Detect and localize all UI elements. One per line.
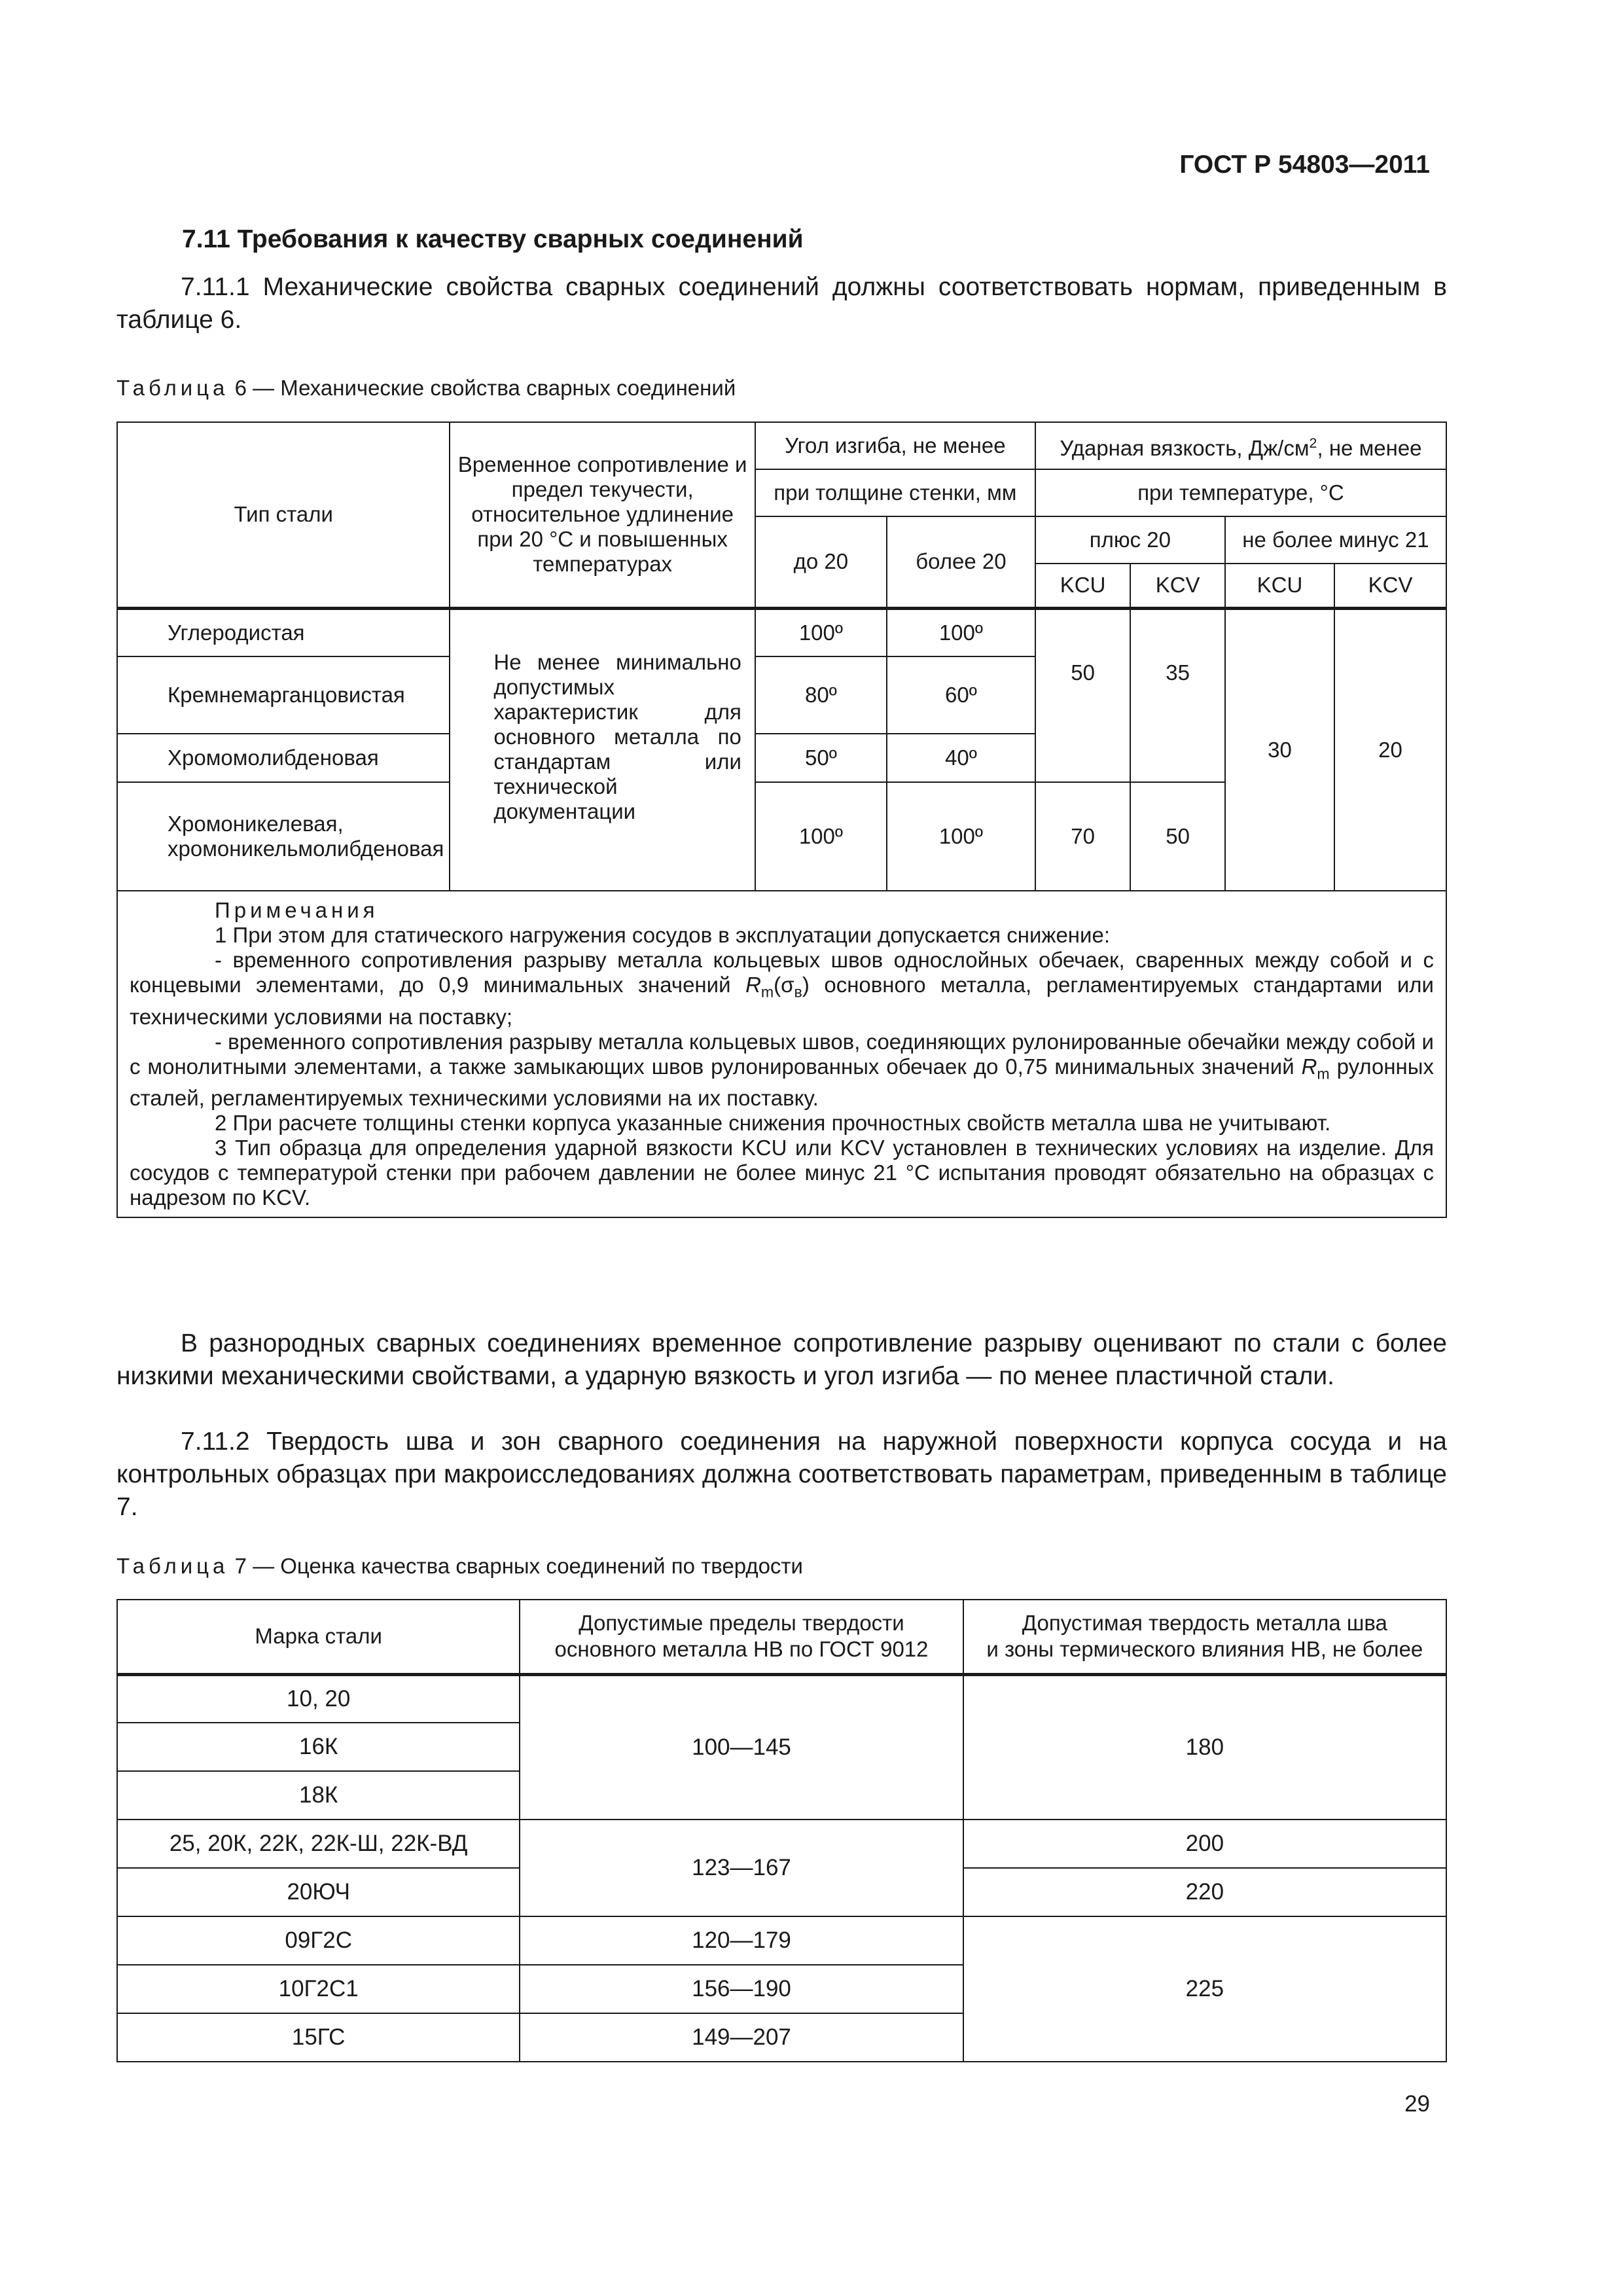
- weld-hardness-cell: 220: [963, 1868, 1446, 1916]
- table-row-steel-type: Кремнемарганцовистая: [117, 656, 450, 734]
- weld-hardness-cell: 180: [963, 1674, 1446, 1820]
- clause-number: 7.11.1: [181, 273, 250, 301]
- steel-grade-cell: 18К: [117, 1771, 520, 1820]
- bend-angle-upto-20: 100º: [755, 608, 887, 656]
- note-1: 1 При этом для статического нагружения сосудов в эксплуатации допускается снижение:: [215, 923, 1110, 947]
- caption-text: 7 — Оценка качества сварных соединений по твердости: [234, 1554, 803, 1578]
- bend-angle-over-20: 40º: [887, 734, 1035, 782]
- base-hardness-cell: 100—145: [520, 1674, 963, 1820]
- paragraph-dissimilar-joints: В разнородных сварных соединениях временное сопротивление разрыву оценивают по стали с более низкими механическими свойствами, а ударную вязкость и угол изгиба — по менее пластичной стали.: [116, 1329, 1447, 1390]
- steel-grade-cell: 10, 20: [117, 1674, 520, 1723]
- notes-title: Примечания: [215, 898, 379, 922]
- kcv-plus-20-value: 50: [1130, 782, 1224, 891]
- paragraph-7-11-1: [116, 271, 1447, 336]
- header-base-hardness: Допустимые пределы твердости основного металла НВ по ГОСТ 9012: [520, 1600, 963, 1674]
- bend-angle-upto-20: 80º: [755, 656, 887, 734]
- kcu-plus-20-value: 50: [1035, 608, 1131, 782]
- paragraph-7-11-2: [116, 1426, 1447, 1524]
- section-title: 7.11 Требования к качеству сварных соединений: [182, 225, 804, 253]
- table-row-steel-type: Углеродистая: [117, 608, 450, 656]
- paragraph-text: Механические свойства сварных соединений должны соответствовать нормам, приведенным в таблице 6.: [116, 273, 1447, 334]
- header-steel-grade: Марка стали: [117, 1600, 520, 1674]
- page-number: 29: [1404, 2091, 1430, 2117]
- base-hardness-cell: 156—190: [520, 1965, 963, 2013]
- table-row-steel-type: Хромомолибденовая: [117, 734, 450, 782]
- base-hardness-cell: 123—167: [520, 1820, 963, 1916]
- header-bend-angle: Угол изгиба, не менее: [755, 422, 1035, 469]
- header-upto-20: до 20: [755, 516, 887, 608]
- header-plus-20: плюс 20: [1035, 516, 1225, 564]
- table-6: [116, 422, 1447, 1218]
- bend-angle-over-20: 100º: [887, 608, 1035, 656]
- note-3: 3 Тип образца для определения ударной вязкости KCU или KCV установлен в технических условиях на изделие. Для сосудов с температурой стенки при рабочем давлении не более минус 21 °С испытания проводят обязательно на образцах с надрезом по KCV.: [130, 1136, 1434, 1210]
- table-7: [116, 1599, 1447, 2062]
- header-steel-type: Тип стали: [117, 422, 450, 608]
- document-code: ГОСТ Р 54803—2011: [1179, 151, 1430, 179]
- header-thickness: при толщине стенки, мм: [755, 469, 1035, 516]
- steel-grade-cell: 16К: [117, 1723, 520, 1771]
- strength-requirement: Не менее минимально допустимых характеристик для основного металла по стандартам или технической документации: [450, 608, 755, 891]
- kcv-plus-20-value: 35: [1130, 608, 1224, 782]
- caption-word: Таблица: [116, 376, 229, 400]
- kcv-minus-21-value: 20: [1334, 608, 1446, 891]
- bend-angle-upto-20: 50º: [755, 734, 887, 782]
- table-row-steel-type: Хромоникелевая, хромоникельмолибденовая: [117, 782, 450, 891]
- base-hardness-cell: 149—207: [520, 2013, 963, 2062]
- note-1b: - временного сопротивления разрыву металла кольцевых швов, соединяющих рулонированные обечайки между собой и с монолитными элементами, а также замыкающих швов рулонированных обечаек до 0,75 минимальных значений $R_m$ рулонных сталей, регламентируемых техническими условиями на их поставку.: [130, 1029, 1434, 1111]
- table6-caption: [116, 376, 736, 401]
- table6-notes: [117, 891, 1446, 1217]
- steel-grade-cell: 10Г2С1: [117, 1965, 520, 2013]
- paragraph-text: Твердость шва и зон сварного соединения на наружной поверхности корпуса сосуда и на контрольных образцах при макроисследованиях должна соответствовать параметрам, приведенным в таблице 7.: [116, 1427, 1447, 1521]
- header-kcu-minus: KCU: [1225, 564, 1334, 608]
- steel-grade-cell: 25, 20К, 22К, 22К-Ш, 22К-ВД: [117, 1820, 520, 1868]
- base-hardness-cell: 120—179: [520, 1916, 963, 1965]
- kcu-minus-21-value: 30: [1225, 608, 1334, 891]
- header-kcv-plus: KCV: [1130, 564, 1224, 608]
- note-2: 2 При расчете толщины стенки корпуса указанные снижения прочностных свойств металла шва не учитывают.: [215, 1111, 1331, 1136]
- header-impact: Ударная вязкость, $Дж/см^2$, не менее: [1035, 422, 1446, 469]
- steel-grade-cell: 15ГС: [117, 2013, 520, 2062]
- caption-word: Таблица: [116, 1554, 229, 1578]
- steel-grade-cell: 09Г2С: [117, 1916, 520, 1965]
- weld-hardness-cell: 200: [963, 1820, 1446, 1868]
- caption-text: 6 — Механические свойства сварных соединений: [234, 376, 736, 400]
- header-kcu-plus: KCU: [1035, 564, 1131, 608]
- note-1a: - временного сопротивления разрыву металла кольцевых швов однослойных обечаек, сваренных между собой и с концевыми элементами, до 0,9 минимальных значений $R_m(\sigma_в)$ основного металла, регламентируемых стандартами или техническими условиями на поставку;: [130, 948, 1434, 1029]
- header-minus-21: не более минус 21: [1225, 516, 1446, 564]
- kcu-plus-20-value: 70: [1035, 782, 1131, 891]
- clause-number: 7.11.2: [181, 1427, 250, 1456]
- header-temperature: при температуре, °С: [1035, 469, 1446, 516]
- bend-angle-over-20: 60º: [887, 656, 1035, 734]
- steel-grade-cell: 20ЮЧ: [117, 1868, 520, 1916]
- header-over-20: более 20: [887, 516, 1035, 608]
- header-kcv-minus: KCV: [1334, 564, 1446, 608]
- table7-caption: [116, 1554, 803, 1579]
- header-strength: Временное сопротивление и предел текучести, относительное удлинение при 20 °С и повышенных температурах: [450, 422, 755, 608]
- bend-angle-over-20: 100º: [887, 782, 1035, 891]
- bend-angle-upto-20: 100º: [755, 782, 887, 891]
- header-weld-hardness: Допустимая твердость металла шва и зоны термического влияния НВ, не более: [963, 1600, 1446, 1674]
- weld-hardness-cell: 225: [963, 1916, 1446, 2062]
